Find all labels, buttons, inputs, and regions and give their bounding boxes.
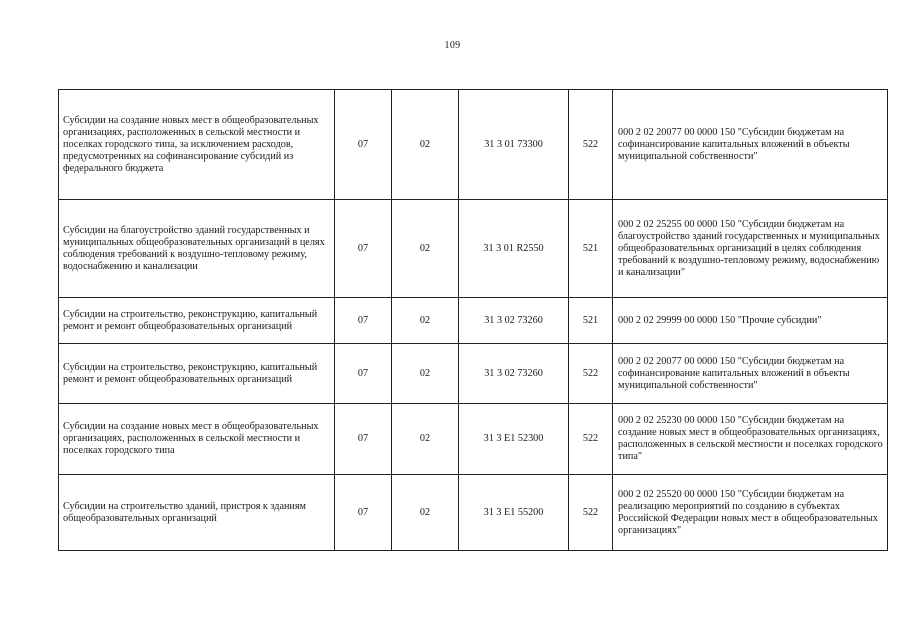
- target-article-cell: 31 3 E1 52300: [459, 404, 569, 475]
- table-row: [59, 475, 888, 551]
- page-number: 109: [444, 40, 461, 51]
- description-cell: Субсидии на создание новых мест в общеобразовательных организациях, расположенных в сельской местности и поселках городского типа, за исключением расходов, предусмотренных на софинансирование субсидий из федерального бюджета: [59, 90, 335, 200]
- expense-type-cell: 521: [569, 200, 613, 298]
- subsection-cell: 02: [392, 475, 459, 551]
- section-cell: 07: [335, 200, 392, 298]
- target-article-cell: 31 3 E1 55200: [459, 475, 569, 551]
- target-article-cell: 31 3 02 73260: [459, 298, 569, 344]
- income-code-cell: 000 2 02 29999 00 0000 150 "Прочие субсидии": [613, 298, 888, 344]
- expense-type-cell: 522: [569, 404, 613, 475]
- table-row: [59, 344, 888, 404]
- description-cell: Субсидии на строительство, реконструкцию, капитальный ремонт и ремонт общеобразовательных организаций: [59, 344, 335, 404]
- description-cell: Субсидии на благоустройство зданий государственных и муниципальных общеобразовательных организаций в целях соблюдения требований к воздушно-тепловому режиму, водоснабжению и канализации: [59, 200, 335, 298]
- table-row: [59, 298, 888, 344]
- description-cell: Субсидии на строительство, реконструкцию, капитальный ремонт и ремонт общеобразовательных организаций: [59, 298, 335, 344]
- subsection-cell: 02: [392, 90, 459, 200]
- table-row: [59, 404, 888, 475]
- section-cell: 07: [335, 298, 392, 344]
- target-article-cell: 31 3 01 R2550: [459, 200, 569, 298]
- income-code-cell: 000 2 02 20077 00 0000 150 "Субсидии бюджетам на софинансирование капитальных вложений в объекты муниципальной собственности": [613, 90, 888, 200]
- expense-type-cell: 522: [569, 90, 613, 200]
- expense-type-cell: 522: [569, 344, 613, 404]
- subsection-cell: 02: [392, 200, 459, 298]
- expense-type-cell: 522: [569, 475, 613, 551]
- section-cell: 07: [335, 404, 392, 475]
- section-cell: 07: [335, 90, 392, 200]
- section-cell: 07: [335, 475, 392, 551]
- target-article-cell: 31 3 02 73260: [459, 344, 569, 404]
- subsection-cell: 02: [392, 298, 459, 344]
- subsection-cell: 02: [392, 404, 459, 475]
- budget-table: [58, 89, 888, 551]
- target-article-cell: 31 3 01 73300: [459, 90, 569, 200]
- section-cell: 07: [335, 344, 392, 404]
- income-code-cell: 000 2 02 25520 00 0000 150 "Субсидии бюджетам на реализацию мероприятий по созданию в субъектах Российской Федерации новых мест в общеобразовательных организациях": [613, 475, 888, 551]
- income-code-cell: 000 2 02 20077 00 0000 150 "Субсидии бюджетам на софинансирование капитальных вложений в объекты муниципальной собственности": [613, 344, 888, 404]
- expense-type-cell: 521: [569, 298, 613, 344]
- description-cell: Субсидии на строительство зданий, пристроя к зданиям общеобразовательных организаций: [59, 475, 335, 551]
- description-cell: Субсидии на создание новых мест в общеобразовательных организациях, расположенных в сельской местности и поселках городского типа: [59, 404, 335, 475]
- income-code-cell: 000 2 02 25255 00 0000 150 "Субсидии бюджетам на благоустройство зданий государственных и муниципальных общеобразовательных организаций в целях соблюдения требований к воздушно-тепловому режиму, водоснабжению и канализации": [613, 200, 888, 298]
- table-row: [59, 90, 888, 200]
- income-code-cell: 000 2 02 25230 00 0000 150 "Субсидии бюджетам на создание новых мест в общеобразовательных организациях, расположенных в сельской местности и поселках городского типа": [613, 404, 888, 475]
- subsection-cell: 02: [392, 344, 459, 404]
- table-row: [59, 200, 888, 298]
